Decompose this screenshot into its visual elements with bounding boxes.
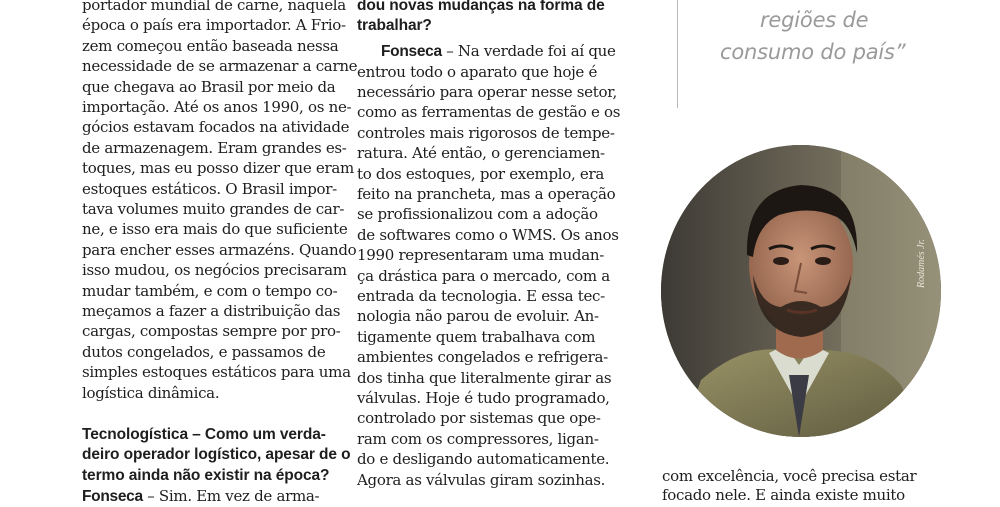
body-text-line: ça drástica para o mercado, com a bbox=[357, 266, 610, 285]
body-text-line: estoques estáticos. O Brasil impor- bbox=[82, 179, 337, 198]
body-text-line: de softwares como o WMS. Os anos bbox=[357, 225, 619, 244]
interview-question-line: deiro operador logístico, apesar de o bbox=[82, 446, 351, 464]
answer-text: – Sim. Em vez de arma- bbox=[142, 487, 320, 505]
body-text-line: ratura. Até então, o gerenciamen- bbox=[357, 144, 605, 163]
pull-quote-line-1: regiões de bbox=[760, 8, 869, 32]
body-text-line: ambientes congelados e refrigera- bbox=[357, 348, 608, 367]
body-text-line: dos tinha que literalmente girar as bbox=[357, 368, 612, 387]
body-text-line: do e desligando automaticamente. bbox=[357, 450, 610, 469]
body-text-line: ram com os compressores, ligan- bbox=[357, 429, 599, 448]
photo-credit: Rodamés Jr. bbox=[916, 239, 927, 288]
body-text-line: se profissionalizou com a adoção bbox=[357, 205, 598, 224]
body-text-line: necessidade de se armazenar a carne bbox=[82, 57, 358, 76]
body-text-line: para encher esses armazéns. Quando bbox=[82, 240, 357, 259]
body-text-line: Agora as válvulas giram sozinhas. bbox=[357, 470, 606, 489]
body-text-line: mudar também, e com o tempo co- bbox=[82, 281, 338, 300]
body-text-line: cargas, compostas sempre por pro- bbox=[82, 322, 341, 341]
body-text-line: logística dinâmica. bbox=[82, 383, 220, 402]
body-text-line: isso mudou, os negócios precisaram bbox=[82, 261, 347, 280]
interview-question-line: trabalhar? bbox=[357, 17, 432, 35]
body-text-line: de armazenagem. Eram grandes es- bbox=[82, 138, 347, 157]
answer-first-line bbox=[381, 41, 616, 62]
portrait-photo bbox=[661, 145, 941, 437]
body-text-line: válvulas. Hoje é tudo programado, bbox=[357, 388, 610, 407]
body-text-line: nologia não parou de evoluir. An- bbox=[357, 307, 599, 326]
speaker-name: Fonseca bbox=[82, 488, 143, 505]
body-text-line: dutos congelados, e passamos de bbox=[82, 342, 326, 361]
answer-text: – Na verdade foi aí que bbox=[441, 42, 616, 60]
pull-quote-rule bbox=[677, 0, 678, 108]
body-text-line: gócios estavam focados na atividade bbox=[82, 118, 350, 137]
body-text-line: zem começou então baseada nessa bbox=[82, 36, 339, 55]
interview-question-line: termo ainda não existir na época? bbox=[82, 466, 330, 484]
body-text-line: simples estoques estáticos para uma bbox=[82, 363, 351, 382]
interview-question-line: Tecnologística – Como um verda- bbox=[82, 426, 326, 443]
body-text-line: controles mais rigorosos de tempe- bbox=[357, 123, 615, 142]
speaker-name: Fonseca bbox=[381, 43, 442, 60]
body-text-line: necessário para operar nesse setor, bbox=[357, 82, 617, 101]
body-text-line: entrou todo o aparato que hoje é bbox=[357, 62, 598, 81]
answer-first-line bbox=[82, 486, 319, 507]
body-text-line: to dos estoques, por exemplo, era bbox=[357, 164, 604, 183]
portrait-illustration bbox=[661, 145, 941, 437]
body-text-line: importação. Até os anos 1990, os ne- bbox=[82, 98, 352, 116]
body-text-line: portador mundial de carne, naquela bbox=[82, 0, 346, 14]
body-text-line: feito na prancheta, mas a operação bbox=[357, 184, 616, 203]
column-3-line: focado nele. E ainda existe muito bbox=[662, 486, 905, 504]
pull-quote-line-2: consumo do país” bbox=[720, 40, 906, 64]
body-text-line: 1990 representaram uma mudan- bbox=[357, 246, 605, 265]
body-text-line: meçamos a fazer a distribuição das bbox=[82, 302, 341, 320]
body-text-line: controlado por sistemas que ope- bbox=[357, 409, 601, 428]
column-3-line: com excelência, você precisa estar bbox=[662, 467, 917, 485]
body-text-line: como as ferramentas de gestão e os bbox=[357, 103, 621, 122]
body-text-line: tigamente quem trabalhava com bbox=[357, 327, 596, 346]
interview-question-line: dou novas mudanças na forma de bbox=[357, 0, 605, 14]
body-text-line: entrada da tecnologia. E essa tec- bbox=[357, 286, 605, 305]
body-text-line: época o país era importador. A Frio- bbox=[82, 16, 346, 35]
body-text-line: tava volumes muito grandes de car- bbox=[82, 200, 345, 218]
body-text-line: toques, mas eu posso dizer que eram bbox=[82, 159, 354, 178]
body-text-line: ne, e isso era mais do que suficiente bbox=[82, 220, 348, 239]
body-text-line: que chegava ao Brasil por meio da bbox=[82, 77, 336, 96]
